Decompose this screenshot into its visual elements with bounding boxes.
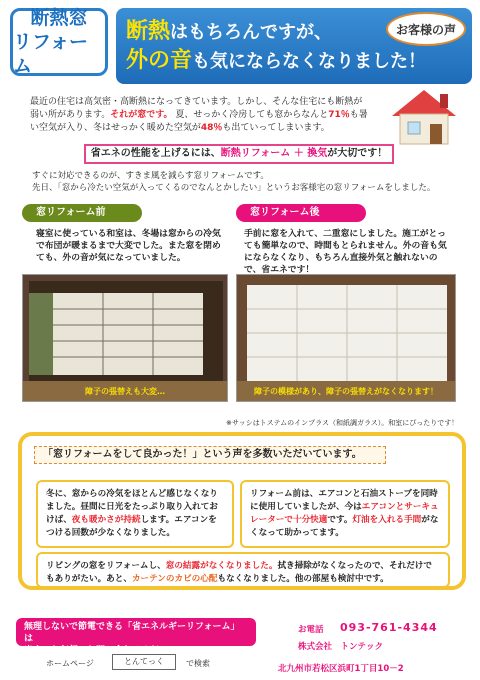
title-line-1: 断熱窓 <box>30 7 88 29</box>
before-section-title: 窓リフォーム前 <box>22 204 142 222</box>
sash-note: ※サッシはトステムのインプラス（和紙調ガラス）。和室にぴったりです！ <box>226 419 459 427</box>
homepage-label: ホームページ <box>46 659 94 668</box>
lead-text: すぐに対応できるのが、すきま風を減らす窓リフォームです。 先日、「窓から冷たい空気が入ってくるのでなんとかしたい」というお客様宅の窓リフォームをしました。 <box>32 171 436 193</box>
voices-title: 「窓リフォームをして良かった！」という声を多数いただいています。 <box>34 446 386 464</box>
key-message: 省エネの性能を上げるには、断熱リフォーム ＋ 換気が大切です！ <box>84 144 394 164</box>
search-suffix: で検索 <box>186 659 210 668</box>
before-photo-caption: 障子の張替えも大変… <box>85 387 165 396</box>
voice-card-3: リビングの窓をリフォームし、窓の結露がなくなりました。拭き掃除がなくなったので、それだけでもありがたい。あと、カーテンのカビの心配もなくなりました。他の部屋も検討中です。 <box>36 552 450 588</box>
intro-text: 最近の住宅は高気密・高断熱になってきています。しかし、そんな住宅にも断熱が弱い所があります。それが窓です。 夏、せっかく冷房しても窓からなんと71％も暑い空気が入り、冬はせっかく暖めた空気が48％も出ていってしまいます。 <box>30 97 368 133</box>
title-badge <box>10 8 108 76</box>
title-line-2: リフォーム <box>13 31 89 77</box>
after-section-title: 窓リフォーム後 <box>236 204 366 222</box>
contact-cta: 無理しないで節電できる「省エネルギーリフォーム」は 当店へお気軽にお問い合わせください <box>16 618 256 646</box>
house-icon <box>384 86 464 148</box>
headline-line-1: 断熱はもちろんですが、 <box>126 19 333 44</box>
before-description: 寝室に使っている和室は、冬場は窓からの冷気で布団が暖まるまで大変でした。また窓を閉めても、外の音が気になっていました。 <box>36 229 221 263</box>
voice-card-2: リフォーム前は、エアコンと石油ストーブを同時に使用していましたが、今はエアコンとサーキュレーターで十分快適です。灯油を入れる手間がなくなって助かってます。 <box>240 480 450 548</box>
headline-line-2: 外の音も気にならなくなりました！ <box>126 48 427 73</box>
after-photo <box>236 274 456 402</box>
company-name: 株式会社 トンテック <box>298 642 384 652</box>
phone-label: お電話 <box>298 625 324 635</box>
phone-number[interactable]: 093-761-4344 <box>340 621 438 634</box>
before-photo <box>22 274 228 402</box>
after-photo-caption: 障子の模様があり、障子の張替えがなくなります！ <box>254 387 438 396</box>
search-term-box[interactable]: とんてっく <box>112 654 176 670</box>
customer-voice-badge: お客様の声 <box>386 12 466 46</box>
voice-card-1: 冬に、窓からの冷気をほとんど感じなくなりました。昼間に日光をたっぷり取り入れておけば、夜も暖かさが持続します。エアコンをつける回数が少なくなりました。 <box>36 480 234 548</box>
company-address: 北九州市若松区浜町1丁目10－2 <box>278 664 404 674</box>
after-description: 手前に窓を入れて、二重窓にしました。施工がとっても簡単なので、時間もとられません。外の音も気にならなくなり、もちろん直接外気と触れないので、省エネです！ <box>244 229 447 275</box>
